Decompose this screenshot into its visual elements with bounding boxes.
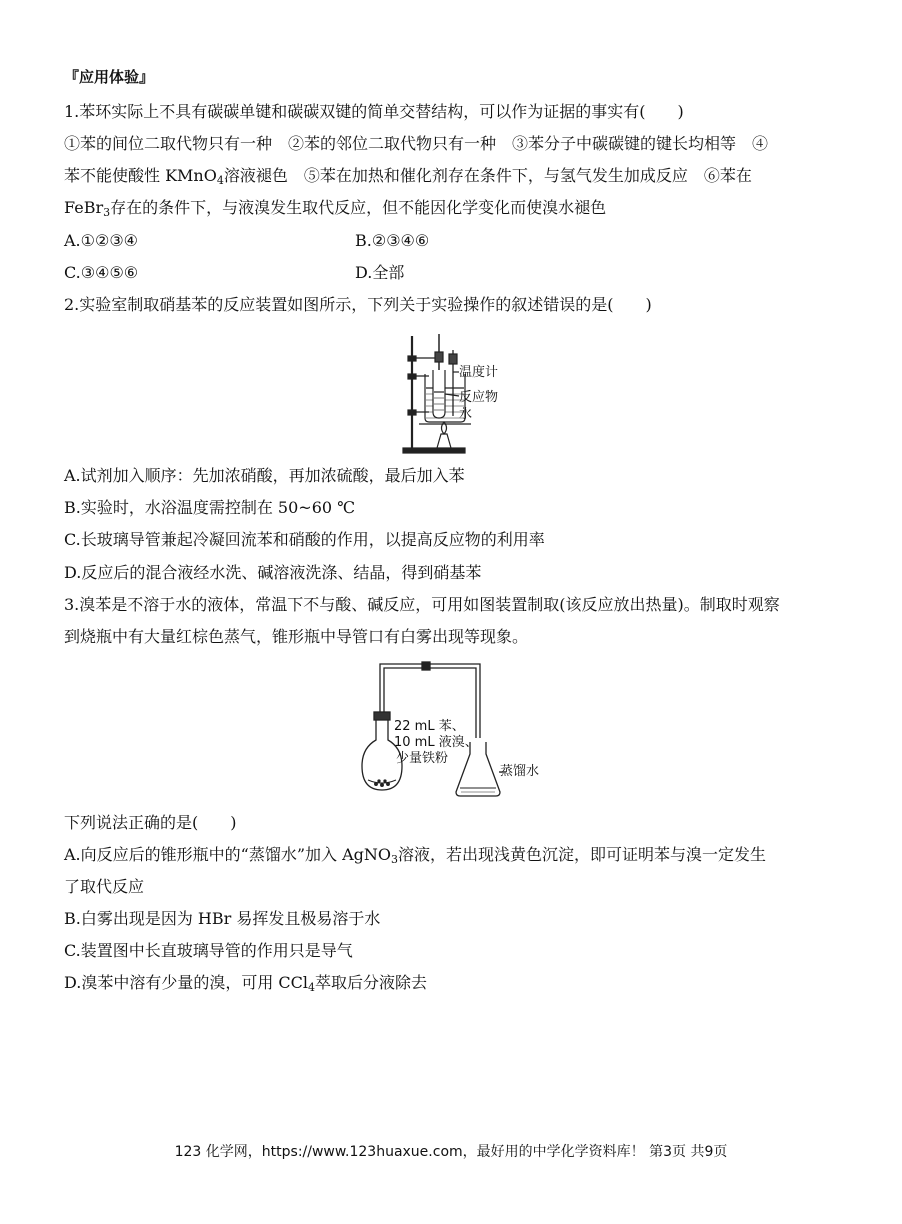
q2-option-c: C.长玻璃导管兼起冷凝回流苯和硝酸的作用，以提高反应物的利用率 bbox=[64, 530, 545, 549]
q1-option-a: A.①②③④ bbox=[64, 231, 139, 250]
reagent-label-iron: 少量铁粉 bbox=[396, 751, 449, 766]
subscript: 3 bbox=[391, 853, 399, 866]
q3-option-b: B.白雾出现是因为 HBr 易挥发且极易溶于水 bbox=[64, 909, 381, 928]
q1-statements-line1: ①苯的间位二取代物只有一种 ②苯的邻位二取代物只有一种 ③苯分子中碳碳键的键长均相等 ④ bbox=[64, 134, 769, 153]
q3-text: A.向反应后的锥形瓶中的“蒸馏水”加入 AgNO bbox=[64, 845, 392, 864]
reagent-label-benzene: 22 mL 苯、 bbox=[394, 719, 465, 734]
q2-option-d: D.反应后的混合液经水洗、碱溶液洗涤、结晶，得到硝基苯 bbox=[64, 563, 482, 582]
q3-stem-line2: 到烧瓶中有大量红棕色蒸气，锥形瓶中导管口有白雾出现等现象。 bbox=[64, 627, 529, 646]
q3-option-a-line2: 了取代反应 bbox=[64, 877, 145, 896]
q1-statements-line2 bbox=[64, 165, 752, 187]
q3-option-d bbox=[64, 972, 427, 994]
q1-option-c: C.③④⑤⑥ bbox=[64, 263, 139, 282]
q1-statements-line3 bbox=[64, 197, 606, 219]
page-footer: 123 化学网，https://www.123huaxue.com，最好用的中学化学资料库！ 第3页 共9页 bbox=[174, 1144, 728, 1160]
q3-text: 萃取后分液除去 bbox=[315, 973, 428, 992]
subscript: 4 bbox=[216, 174, 224, 187]
q3-option-a-line1 bbox=[64, 844, 766, 866]
q3-stem-line1: 3.溴苯是不溶于水的液体，常温下不与酸、碱反应，可用如图装置制取(该反应放出热量)。制取时观察 bbox=[64, 595, 780, 614]
distilled-water-label: 蒸馏水 bbox=[500, 764, 540, 779]
reagent-label-bromine: 10 mL 液溴、 bbox=[394, 735, 478, 750]
bromobenzene-apparatus-figure bbox=[360, 658, 550, 804]
stand-base bbox=[403, 448, 465, 453]
q1-text: 溶液褪色 ⑤苯在加热和催化剂存在条件下，与氢气发生加成反应 ⑥苯在 bbox=[223, 166, 752, 185]
section-heading: 『应用体验』 bbox=[64, 68, 155, 86]
nitrobenzene-apparatus-figure bbox=[395, 330, 515, 456]
q2-option-a: A.试剂加入顺序：先加浓硝酸，再加浓硫酸，最后加入苯 bbox=[64, 466, 465, 485]
q2-stem: 2.实验室制取硝基苯的反应装置如图所示，下列关于实验操作的叙述错误的是( ) bbox=[64, 295, 652, 314]
subscript: 4 bbox=[308, 981, 316, 994]
reactant-label: 反应物 bbox=[459, 390, 499, 405]
q1-text: FeBr bbox=[64, 198, 104, 217]
q1-text: 存在的条件下，与液溴发生取代反应，但不能因化学变化而使溴水褪色 bbox=[110, 198, 607, 217]
q2-option-b: B.实验时，水浴温度需控制在 50~60 ℃ bbox=[64, 498, 356, 517]
subscript: 3 bbox=[103, 206, 111, 219]
q3-option-c: C.装置图中长直玻璃导管的作用只是导气 bbox=[64, 941, 353, 960]
q3-text: 溶液，若出现浅黄色沉淀，即可证明苯与溴一定发生 bbox=[398, 845, 767, 864]
q3-question: 下列说法正确的是( ) bbox=[64, 813, 237, 832]
water-label: 水 bbox=[459, 407, 473, 422]
q1-option-b: B.②③④⑥ bbox=[355, 231, 430, 250]
q3-text: D.溴苯中溶有少量的溴，可用 CCl bbox=[64, 973, 309, 992]
q1-text: 苯不能使酸性 KMnO bbox=[64, 166, 217, 185]
q1-stem: 1.苯环实际上不具有碳碳单键和碳碳双键的简单交替结构，可以作为证据的事实有( ) bbox=[64, 102, 684, 121]
thermometer-label: 温度计 bbox=[459, 365, 499, 380]
q1-option-d: D.全部 bbox=[355, 263, 405, 282]
